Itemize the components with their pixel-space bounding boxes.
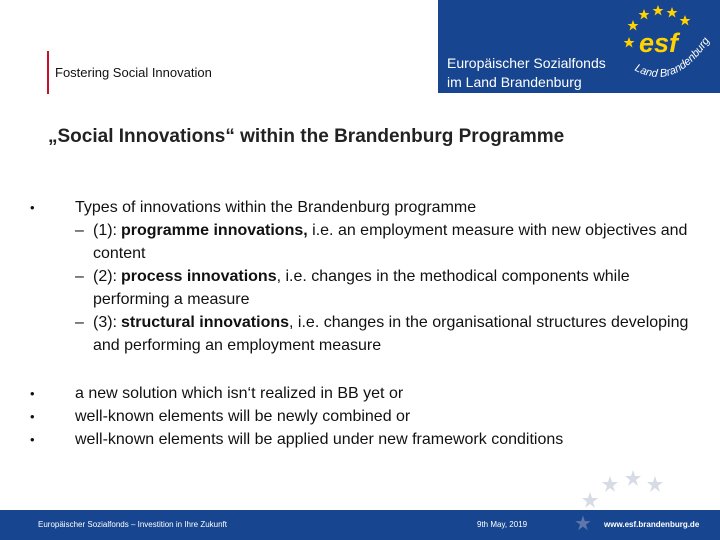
footer-bar	[0, 510, 720, 540]
sub-item-lead: (2):	[93, 268, 117, 285]
list-item	[30, 382, 710, 405]
logo-star-icon	[667, 7, 678, 18]
logo-arc-text: Land Brandenburg	[632, 35, 713, 81]
logo-text	[447, 54, 606, 92]
footer-date: 9th May, 2019	[477, 520, 528, 529]
footer-url[interactable]: www.esf.brandenburg.de	[604, 520, 700, 529]
logo-star-icon	[653, 5, 664, 16]
logo-line-2: im Land Brandenburg	[447, 74, 582, 90]
esf-logo	[438, 0, 720, 93]
bullet: •	[30, 200, 35, 215]
sub-item-emphasis: structural innovations	[121, 314, 290, 331]
logo-star-icon	[628, 20, 639, 31]
sub-item-emphasis: programme innovations,	[121, 222, 308, 239]
sub-item-text: i.e. an employment measure with new objectives and content	[93, 222, 688, 262]
list-item-text: well-known elements will be applied under new framework conditions	[75, 431, 564, 448]
deco-star-icon	[582, 492, 598, 508]
logo-star-icon	[639, 9, 650, 20]
sub-item-lead: (1):	[93, 222, 117, 239]
deco-star-icon	[647, 476, 663, 492]
dash: –	[75, 222, 84, 239]
list-item	[30, 405, 710, 428]
slide-title: „Social Innovations“ within the Brandenburg Programme	[48, 126, 565, 147]
sub-list-item	[30, 265, 710, 311]
sub-list-item	[30, 311, 710, 357]
esf-logo-mark-icon	[624, 0, 720, 93]
list-item-text: a new solution which isn‘t realized in BB yet or	[75, 385, 404, 402]
logo-star-icon	[680, 15, 691, 26]
logo-star-icon	[624, 37, 635, 48]
logo-line-1: Europäischer Sozialfonds	[447, 55, 606, 71]
sub-list-item	[30, 219, 710, 265]
list-item	[30, 196, 710, 219]
decorative-stars-icon	[575, 462, 675, 512]
list-item	[30, 428, 710, 451]
sub-item-text: , i.e. changes in the organisational structures developing and performing an employment measure	[93, 314, 689, 354]
list-item-text: well-known elements will be newly combined or	[75, 408, 411, 425]
header-accent-bar	[47, 51, 49, 94]
list-item-text: Types of innovations within the Brandenburg programme	[75, 199, 477, 216]
dash: –	[75, 268, 84, 285]
deco-star-icon	[602, 476, 618, 492]
slide-content	[30, 196, 710, 451]
sub-item-emphasis: process innovations	[121, 268, 277, 285]
bullet: •	[30, 409, 35, 424]
sub-item-text: , i.e. changes in the methodical components while performing a measure	[93, 268, 630, 308]
dash: –	[75, 314, 84, 331]
deco-star-icon	[625, 470, 641, 486]
bullet: •	[30, 432, 35, 447]
spacer	[30, 357, 710, 382]
star-icon: ★	[574, 513, 592, 535]
footer-slogan: Europäischer Sozialfonds – Investition in Ihre Zukunft	[38, 520, 227, 529]
logo-mark-text: esf	[639, 28, 679, 58]
sub-item-lead: (3):	[93, 314, 117, 331]
bullet: •	[30, 386, 35, 401]
header-label: Fostering Social Innovation	[55, 65, 212, 80]
